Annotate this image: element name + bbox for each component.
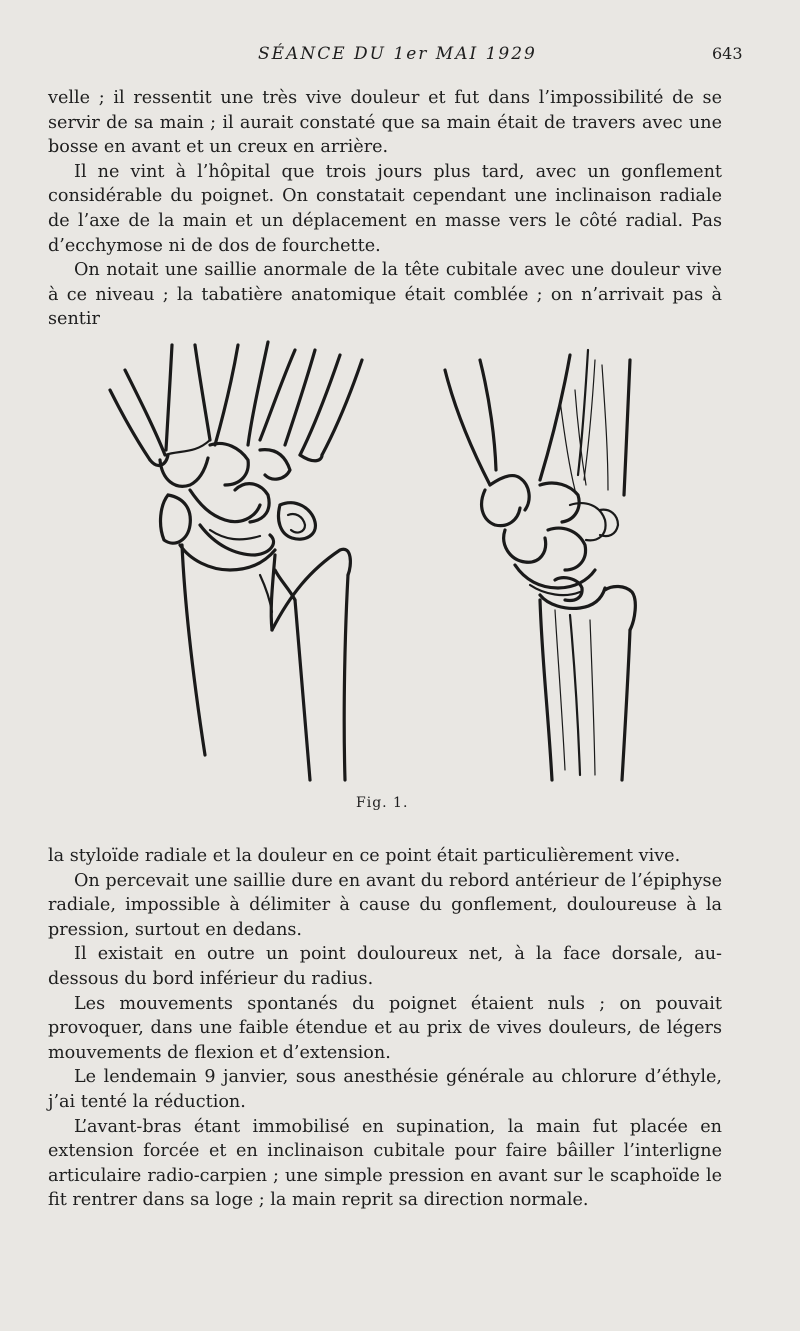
paragraph: Les mouvements spontanés du poignet étaient nuls ; on pouvait provoquer, dans une faible étendue et au prix de vives douleurs, de légers mouvements de flexion et d’extension. <box>48 993 722 1063</box>
paragraph: L’avant-bras étant immobilisé en supination, la main fut placée en extension forcée et en inclinaison cubitale pour faire bâiller l’interligne articulaire radio-carpien ; une simple pression en avant sur le scaphoïde le fit rentrer dans sa loge ; la main reprit sa direction normale. <box>48 1116 722 1211</box>
paragraph: velle ; il ressentit une très vive douleur et fut dans l’impossibilité de se servir de sa main ; il aurait constaté que sa main était de travers avec une bosse en avant et un creux en arrière. <box>48 88 722 158</box>
figure-caption: Fig. 1. <box>356 795 409 811</box>
running-head <box>0 44 800 68</box>
paragraph: On percevait une saillie dure en avant du rebord antérieur de l’épiphyse radiale, impossible à délimiter à cause du gonflement, douloureuse à la pression, surtout en dedans. <box>48 870 722 940</box>
body-text-bottom <box>48 844 722 1213</box>
paragraph: Il existait en outre un point douloureux net, à la face dorsale, au-dessous du bord inférieur du radius. <box>48 944 722 989</box>
paragraph: On notait une saillie anormale de la tête cubitale avec une douleur vive à ce niveau ; la tabatière anatomique était comblée ; on n’arrivait pas à sentir <box>48 260 722 330</box>
lateral-view-drawing <box>445 350 635 780</box>
paragraph: la styloïde radiale et la douleur en ce point était particulièrement vive. <box>48 846 681 866</box>
wrist-line-drawing <box>100 330 660 800</box>
body-text-top <box>48 86 722 332</box>
paragraph: Le lendemain 9 janvier, sous anesthésie générale au chlorure d’éthyle, j’ai tenté la réduction. <box>48 1067 722 1112</box>
wrist-xray-drawing <box>100 330 660 800</box>
page-number: 643 <box>712 44 743 63</box>
paragraph: Il ne vint à l’hôpital que trois jours plus tard, avec un gonflement considérable du poignet. On constatait cependant une inclinaison radiale de l’axe de la main et un déplacement en masse vers le côté radial. Pas d’ecchymose ni de dos de fourchette. <box>48 161 722 256</box>
running-title: SÉANCE DU 1er MAI 1929 <box>258 44 537 64</box>
front-view-drawing <box>110 342 362 780</box>
